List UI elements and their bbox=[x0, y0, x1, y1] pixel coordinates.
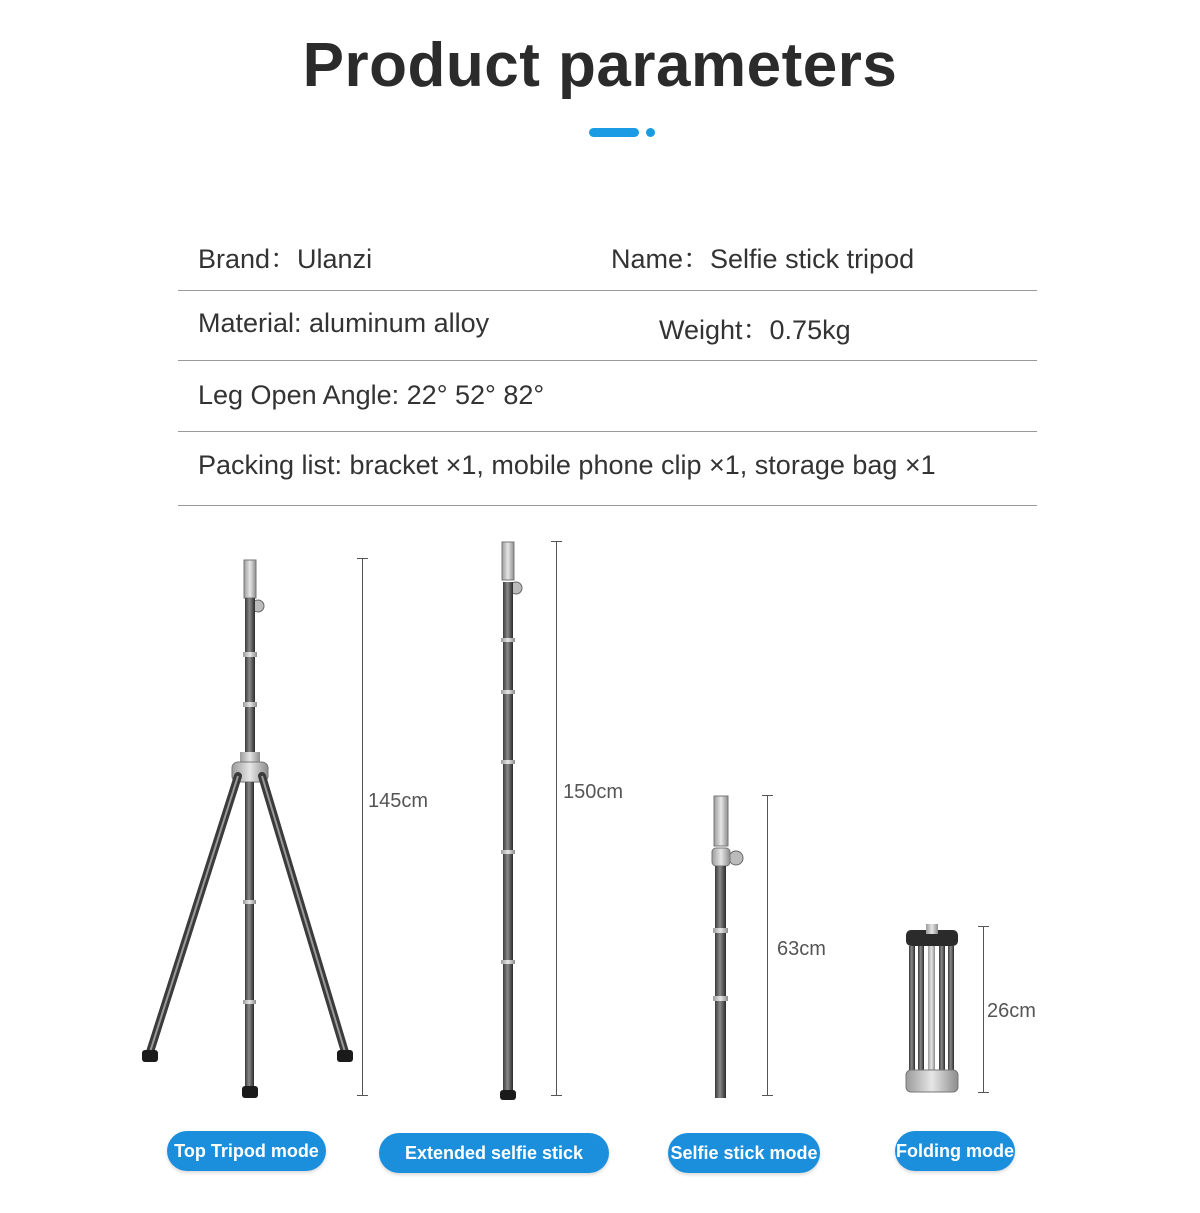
dimension-label-selfie: 63cm bbox=[777, 938, 826, 960]
param-packing-list: Packing list: bracket ×1, mobile phone clip ×1, storage bag ×1 bbox=[198, 450, 936, 480]
param-leg-angle: Leg Open Angle: 22° 52° 82° bbox=[198, 380, 545, 410]
dimension-label-tripod: 145cm bbox=[368, 790, 429, 812]
dimension-line-folding bbox=[983, 926, 984, 1093]
extended-mode-image bbox=[500, 542, 522, 1100]
mode-label-folding: Folding mode bbox=[895, 1131, 1015, 1171]
tripod-mode-image bbox=[142, 560, 353, 1098]
mode-label-extended-selfie-stick: Extended selfie stick mode bbox=[379, 1133, 609, 1173]
page-title: Product parameters bbox=[302, 31, 898, 100]
mode-label-selfie-stick: Selfie stick mode bbox=[668, 1133, 820, 1173]
folding-mode-image bbox=[906, 924, 958, 1092]
param-name: Name：Selfie stick tripod bbox=[611, 244, 915, 274]
param-brand: Brand：Ulanzi bbox=[198, 244, 373, 274]
dimension-line-selfie bbox=[767, 795, 768, 1096]
param-weight: Weight：0.75kg bbox=[659, 315, 851, 345]
dimension-label-extended: 150cm bbox=[563, 781, 624, 803]
dimension-line-tripod bbox=[362, 558, 363, 1096]
dimension-line-extended bbox=[556, 541, 557, 1096]
mode-label-top-tripod: Top Tripod mode bbox=[167, 1131, 326, 1171]
dimension-label-folding: 26cm bbox=[987, 1000, 1036, 1022]
selfie-mode-image bbox=[712, 796, 743, 1098]
param-material: Material: aluminum alloy bbox=[198, 308, 490, 338]
